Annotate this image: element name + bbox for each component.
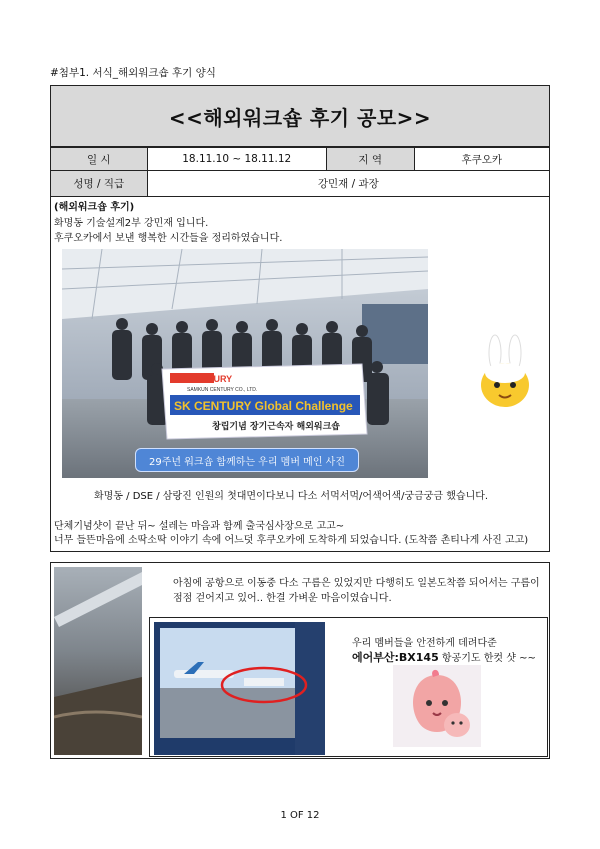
caption-rest: 항공기도 한컷 샷 ~~ xyxy=(438,653,536,664)
caption-line-2 xyxy=(352,650,536,666)
page-number: 1 OF 12 xyxy=(280,810,320,821)
name-label: 성명 / 직급 xyxy=(51,171,148,196)
intro-line-1: 화명동 기술설계2부 강민재 입니다. xyxy=(54,218,209,229)
region-label: 지 역 xyxy=(327,148,415,170)
banner-brand: SK CENTURY xyxy=(174,374,233,384)
photo-caption: 29주년 워크숍 함께하는 우리 멤버 메인 사진 xyxy=(135,448,359,472)
banner-main: SK CENTURY Global Challenge xyxy=(174,399,353,413)
after-photo-text: 화명동 / DSE / 삼랑진 인원의 첫대면이다보니 다소 서먹서먹/어색어색/궁금궁금 했습니다. xyxy=(94,491,489,502)
page-title: <<해외워크숍 후기 공모>> xyxy=(50,85,550,147)
caption-line-1: 우리 멤버들을 안전하게 데려다준 xyxy=(352,638,497,649)
document-header: #첨부1. 서식_해외워크숍 후기 양식 xyxy=(50,67,216,79)
date-label: 일 시 xyxy=(51,148,148,170)
character-sticker xyxy=(465,329,545,421)
name-value: 강민재 / 과장 xyxy=(317,178,379,190)
group-photo xyxy=(62,249,428,478)
second-text-line-1: 아침에 공항으로 이동중 다소 구름은 있었지만 다행히도 일본도착쯤 되어서는 구름이 xyxy=(173,578,540,589)
peach-character-sticker xyxy=(393,665,481,747)
second-text-line-2: 점점 걷어지고 있어.. 한결 가벼운 마음이였습니다. xyxy=(173,593,392,604)
banner-korean: 창립기념 장기근속자 해외워크숍 xyxy=(212,422,340,432)
region-value: 후쿠오카 xyxy=(461,153,503,166)
paragraph-2-line-1: 단체기념샷이 끝난 뒤~ 설레는 마음과 함께 출국심사장으로 고고~ xyxy=(54,521,345,532)
intro-line-2: 후쿠오카에서 보낸 행복한 시간들을 정리하였습니다. xyxy=(54,233,283,244)
airplane-window-photo xyxy=(54,567,142,755)
date-value: 18.11.10 ~ 18.11.12 xyxy=(148,148,327,170)
name-row xyxy=(50,171,550,197)
review-heading: (해외워크숍 후기) xyxy=(54,202,135,213)
paragraph-2-line-2: 너무 들뜬마음에 소딱소딱 이야기 속에 어느덧 후쿠오카에 도착하게 되었습니다. (도착쯤 촌티나게 사진 고고) xyxy=(54,535,529,546)
banner-sub: SAMKUN CENTURY CO., LTD. xyxy=(187,387,258,393)
flight-number: 에어부산:BX145 xyxy=(352,651,439,664)
info-row xyxy=(50,147,550,171)
airport-photo xyxy=(154,622,325,755)
